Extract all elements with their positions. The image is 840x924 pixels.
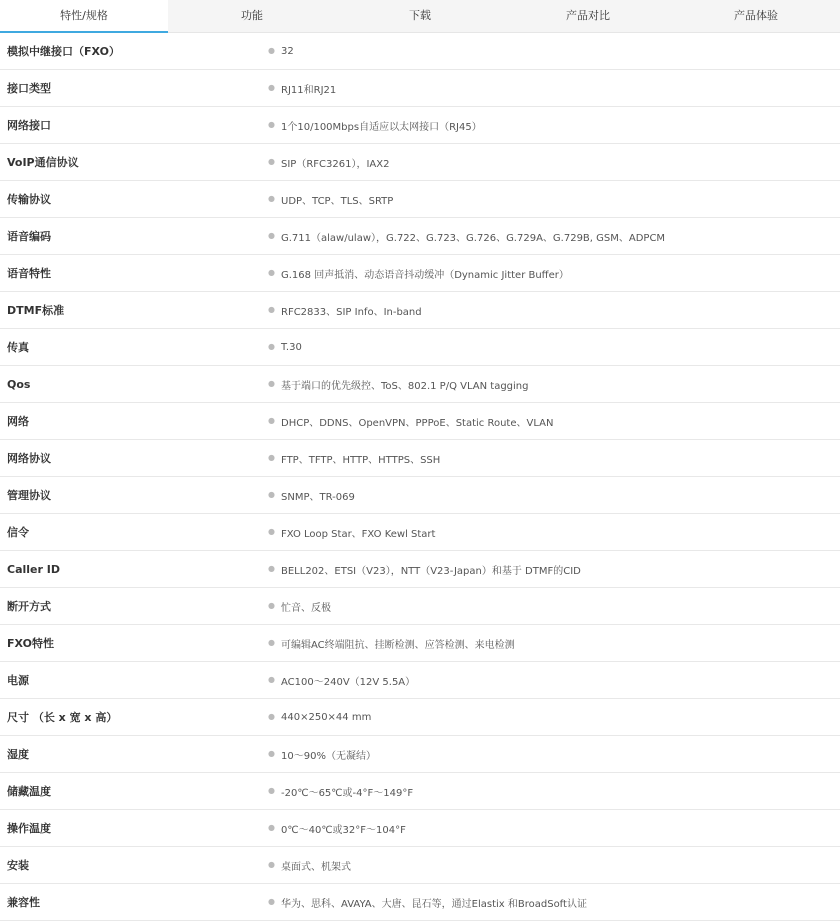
spec-label: 尺寸 （长 x 宽 x 高） bbox=[7, 711, 118, 724]
spec-value: RFC2833、SIP Info、In-band bbox=[281, 306, 422, 318]
spec-value: G.168 回声抵消、动态语音抖动缓冲（Dynamic Jitter Buffer） bbox=[281, 269, 569, 281]
spec-label: FXO特性 bbox=[7, 637, 54, 650]
spec-value: 忙音、反极 bbox=[281, 602, 331, 614]
bullet-icon: ● bbox=[268, 786, 275, 795]
tab-download[interactable]: 下载 bbox=[409, 9, 431, 22]
spec-value: FTP、TFTP、HTTP、HTTPS、SSH bbox=[281, 454, 441, 466]
spec-row bbox=[0, 625, 840, 662]
tab-features[interactable]: 功能 bbox=[241, 9, 263, 22]
spec-row bbox=[0, 403, 840, 440]
spec-row bbox=[0, 70, 840, 107]
spec-value: BELL202、ETSI（V23），NTT（V23-Japan）和基于 DTMF的CID bbox=[281, 565, 581, 577]
spec-row bbox=[0, 477, 840, 514]
spec-label: 电源 bbox=[7, 674, 29, 687]
spec-row bbox=[0, 144, 840, 181]
bullet-icon: ● bbox=[268, 46, 275, 55]
spec-row bbox=[0, 107, 840, 144]
spec-row bbox=[0, 588, 840, 625]
spec-label: Caller ID bbox=[7, 562, 60, 576]
product-tab-bar bbox=[0, 0, 840, 33]
spec-row bbox=[0, 884, 840, 921]
bullet-icon: ● bbox=[268, 749, 275, 758]
bullet-icon: ● bbox=[268, 860, 275, 869]
bullet-icon: ● bbox=[268, 194, 275, 203]
spec-value: FXO Loop Star、FXO Kewl Start bbox=[281, 528, 436, 540]
bullet-icon: ● bbox=[268, 527, 275, 536]
bullet-icon: ● bbox=[268, 416, 275, 425]
spec-row bbox=[0, 292, 840, 329]
bullet-icon: ● bbox=[268, 564, 275, 573]
bullet-icon: ● bbox=[268, 453, 275, 462]
spec-value: -20℃～65℃或-4°F～149°F bbox=[281, 787, 414, 799]
tab-experience[interactable]: 产品体验 bbox=[734, 9, 778, 22]
bullet-icon: ● bbox=[268, 712, 275, 721]
spec-label: 管理协议 bbox=[7, 489, 51, 502]
bullet-icon: ● bbox=[268, 268, 275, 277]
spec-row bbox=[0, 255, 840, 292]
bullet-icon: ● bbox=[268, 675, 275, 684]
spec-label: 湿度 bbox=[7, 748, 29, 761]
spec-value: 桌面式、机架式 bbox=[281, 861, 351, 873]
spec-label: 网络接口 bbox=[7, 119, 51, 132]
spec-row bbox=[0, 514, 840, 551]
bullet-icon: ● bbox=[268, 601, 275, 610]
bullet-icon: ● bbox=[268, 897, 275, 906]
tab-compare[interactable]: 产品对比 bbox=[566, 9, 610, 22]
spec-value: 440×250×44 mm bbox=[281, 711, 372, 723]
spec-row bbox=[0, 736, 840, 773]
bullet-icon: ● bbox=[268, 490, 275, 499]
spec-label: 储藏温度 bbox=[7, 785, 51, 798]
bullet-icon: ● bbox=[268, 379, 275, 388]
bullet-icon: ● bbox=[268, 823, 275, 832]
spec-label: 模拟中继接口（FXO） bbox=[7, 45, 120, 58]
spec-value: 1个10/100Mbps自适应以太网接口（RJ45） bbox=[281, 121, 482, 133]
spec-value: 基于端口的优先级控、ToS、802.1 P/Q VLAN tagging bbox=[281, 380, 529, 392]
spec-value: DHCP、DDNS、OpenVPN、PPPoE、Static Route、VLAN bbox=[281, 417, 554, 429]
spec-value: T.30 bbox=[281, 341, 302, 353]
spec-value: SIP（RFC3261），IAX2 bbox=[281, 158, 390, 170]
bullet-icon: ● bbox=[268, 83, 275, 92]
tab-specs[interactable]: 特性/规格 bbox=[0, 0, 168, 33]
spec-row bbox=[0, 329, 840, 366]
bullet-icon: ● bbox=[268, 231, 275, 240]
spec-value: AC100～240V（12V 5.5A） bbox=[281, 676, 416, 688]
spec-value: 0℃～40℃或32°F～104°F bbox=[281, 824, 406, 836]
spec-label: 传输协议 bbox=[7, 193, 51, 206]
spec-value: 32 bbox=[281, 45, 294, 57]
spec-row bbox=[0, 366, 840, 403]
spec-label: 兼容性 bbox=[7, 896, 40, 909]
spec-row bbox=[0, 699, 840, 736]
spec-value: 10～90%（无凝结） bbox=[281, 750, 376, 762]
bullet-icon: ● bbox=[268, 638, 275, 647]
bullet-icon: ● bbox=[268, 120, 275, 129]
bullet-icon: ● bbox=[268, 157, 275, 166]
spec-value: G.711（alaw/ulaw），G.722、G.723、G.726、G.729A、G.729B, GSM、ADPCM bbox=[281, 232, 666, 244]
spec-row bbox=[0, 773, 840, 810]
bullet-icon: ● bbox=[268, 342, 275, 351]
spec-label: 操作温度 bbox=[7, 822, 51, 835]
spec-label: 安装 bbox=[7, 859, 29, 872]
spec-label: 语音特性 bbox=[7, 267, 51, 280]
spec-row bbox=[0, 218, 840, 255]
spec-label: 传真 bbox=[7, 341, 29, 354]
spec-row bbox=[0, 181, 840, 218]
spec-label: 语音编码 bbox=[7, 230, 51, 243]
spec-label: 网络 bbox=[7, 415, 29, 428]
spec-label: 网络协议 bbox=[7, 452, 51, 465]
spec-table bbox=[0, 33, 840, 921]
spec-value: SNMP、TR-069 bbox=[281, 491, 355, 503]
spec-label: DTMF标准 bbox=[7, 304, 65, 317]
spec-value: 可编辑AC终端阻抗、挂断检测、应答检测、来电检测 bbox=[281, 639, 515, 651]
spec-row bbox=[0, 33, 840, 70]
spec-row bbox=[0, 440, 840, 477]
spec-value: RJ11和RJ21 bbox=[281, 84, 337, 96]
spec-label: 断开方式 bbox=[7, 600, 51, 613]
spec-value: 华为、思科、AVAYA、大唐、昆石等，通过Elastix 和BroadSoft认证 bbox=[281, 898, 587, 910]
spec-row bbox=[0, 662, 840, 699]
spec-row bbox=[0, 551, 840, 588]
spec-label: VoIP通信协议 bbox=[7, 156, 79, 169]
spec-label: 接口类型 bbox=[7, 82, 51, 95]
spec-row bbox=[0, 810, 840, 847]
spec-label: Qos bbox=[7, 377, 31, 391]
spec-value: UDP、TCP、TLS、SRTP bbox=[281, 195, 394, 207]
spec-row bbox=[0, 847, 840, 884]
spec-label: 信令 bbox=[7, 526, 29, 539]
bullet-icon: ● bbox=[268, 305, 275, 314]
